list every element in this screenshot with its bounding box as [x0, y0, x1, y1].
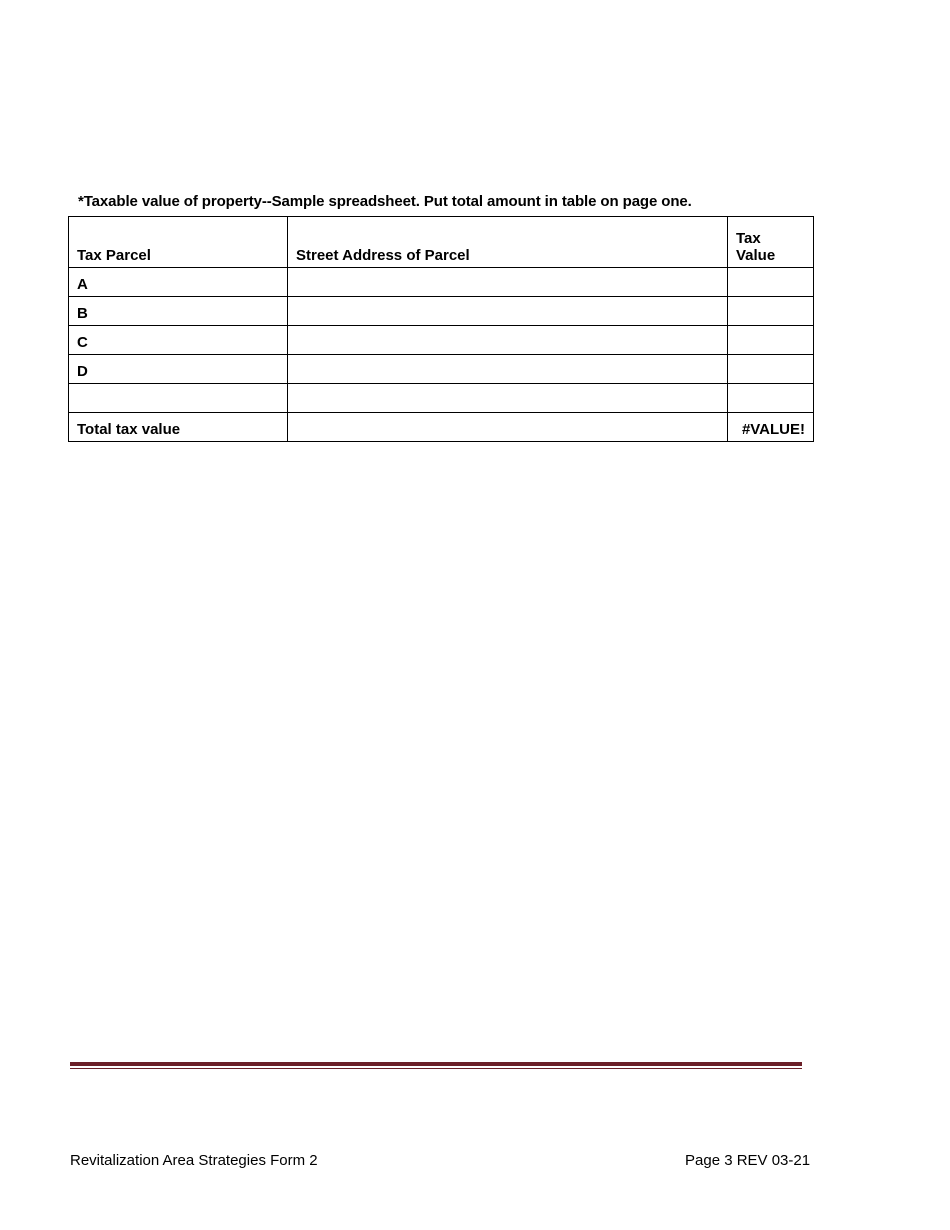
value-cell[interactable]	[728, 384, 814, 413]
table-row	[69, 297, 814, 326]
parcel-cell: A	[69, 268, 288, 297]
table-row	[69, 268, 814, 297]
total-value-cell: #VALUE!	[728, 413, 814, 442]
header-tax-value	[728, 217, 814, 268]
table-row	[69, 326, 814, 355]
parcel-cell: D	[69, 355, 288, 384]
table-row	[69, 384, 814, 413]
parcel-cell[interactable]	[69, 384, 288, 413]
header-tax-parcel: Tax Parcel	[69, 217, 288, 268]
table-row	[69, 355, 814, 384]
footer-divider-thick	[70, 1062, 802, 1066]
header-street-address: Street Address of Parcel	[288, 217, 728, 268]
footer-page-number: Page 3 REV 03-21	[685, 1152, 811, 1169]
parcel-cell: B	[69, 297, 288, 326]
total-row	[69, 413, 814, 442]
address-cell[interactable]	[288, 326, 728, 355]
address-cell[interactable]	[288, 355, 728, 384]
value-cell[interactable]	[728, 268, 814, 297]
footer-divider-thin	[70, 1068, 802, 1069]
total-label-cell: Total tax value	[69, 413, 288, 442]
total-address-cell	[288, 413, 728, 442]
table-caption: *Taxable value of property--Sample spreadsheet. Put total amount in table on page one.	[78, 193, 692, 210]
address-cell[interactable]	[288, 297, 728, 326]
address-cell[interactable]	[288, 268, 728, 297]
header-tax-value-line1: Tax	[736, 230, 761, 247]
parcel-cell: C	[69, 326, 288, 355]
tax-value-table	[68, 216, 814, 442]
value-cell[interactable]	[728, 326, 814, 355]
footer-form-name: Revitalization Area Strategies Form 2	[70, 1152, 318, 1169]
table-header-row	[69, 217, 814, 268]
value-cell[interactable]	[728, 355, 814, 384]
address-cell[interactable]	[288, 384, 728, 413]
header-tax-value-line2: Value	[736, 247, 776, 264]
value-cell[interactable]	[728, 297, 814, 326]
